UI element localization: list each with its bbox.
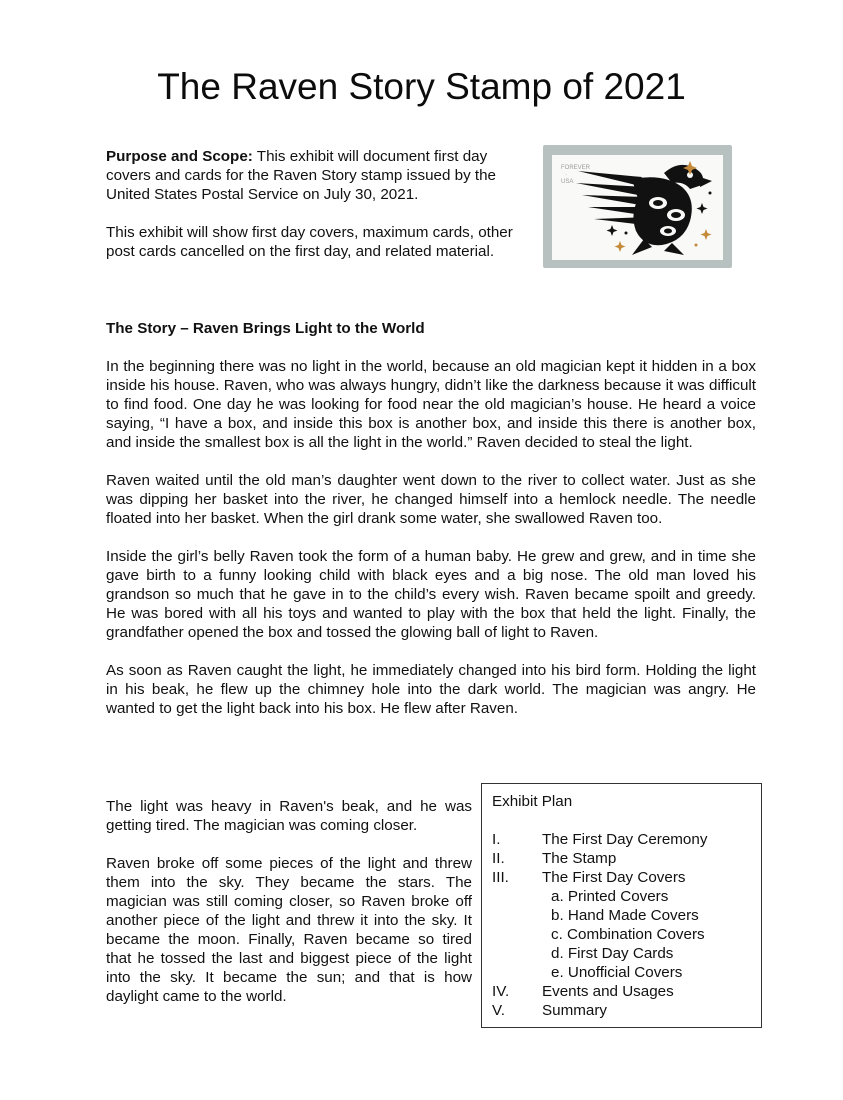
raven-stamp-image [552, 155, 723, 260]
story-paragraph: As soon as Raven caught the light, he immediately changed into his bird form. Holding the light in his beak, he flew up the chimney hole into the dark world. The magician was angry. He wanted to get the light back into his box. He flew after Raven. [106, 662, 756, 717]
story-paragraph: Raven broke off some pieces of the light and threw them into the sky. They became the stars. The magician was still coming closer, so Raven broke off another piece of the light and threw it into the sky. It became the moon. Finally, Raven became so tired that he tossed the last and biggest piece of the light into the sky. It became the sun; and that is how daylight came to the world. [106, 855, 472, 1005]
plan-subitem [492, 944, 757, 963]
plan-item-number: V. [492, 1002, 505, 1019]
story-paragraph: Raven waited until the old man’s daughter went down to the river to collect water. Just as she was dipping her basket into the river, he changed himself into a hemlock needle. The needle floated into her basket. When the girl drank some water, she swallowed Raven too. [106, 472, 756, 527]
story-heading: The Story – Raven Brings Light to the World [106, 320, 425, 337]
page-title: The Raven Story Stamp of 2021 [157, 66, 686, 107]
plan-subitem-label: e. Unofficial Covers [551, 964, 683, 981]
exhibit-plan-list [492, 830, 757, 1020]
plan-subitem [492, 925, 757, 944]
plan-subitem [492, 887, 757, 906]
plan-subitem-label: c. Combination Covers [551, 926, 705, 943]
plan-subitem-label: d. First Day Cards [551, 945, 674, 962]
plan-item [492, 849, 757, 868]
plan-item-number: II. [492, 850, 505, 867]
purpose-paragraph [106, 147, 536, 204]
plan-subitem [492, 906, 757, 925]
raven-design-icon [572, 159, 720, 256]
purpose-text: This exhibit will document first day covers and cards for the Raven Story stamp issued by the United States Postal Service on July 30, 2021. [106, 148, 497, 203]
purpose-label: Purpose and Scope: [106, 148, 253, 165]
stamp-denomination-text: FOREVER · USA [561, 165, 591, 185]
plan-item-number: I. [492, 831, 501, 848]
story-body [106, 357, 756, 737]
story-ending [106, 797, 472, 1025]
plan-item-label: Summary [542, 1002, 607, 1019]
plan-subitem-label: a. Printed Covers [551, 888, 669, 905]
plan-item-label: The First Day Ceremony [542, 831, 708, 848]
plan-subitem [492, 963, 757, 982]
exhibit-plan-box [481, 783, 762, 1028]
purpose-section [106, 147, 536, 280]
exhibit-plan-title: Exhibit Plan [492, 793, 573, 810]
plan-item [492, 868, 757, 887]
plan-item [492, 982, 757, 1001]
story-paragraph: The light was heavy in Raven's beak, and he was getting tired. The magician was coming closer. [106, 798, 472, 834]
story-paragraph: In the beginning there was no light in the world, because an old magician kept it hidden in a box inside his house. Raven, who was always hungry, didn’t like the darkness because it was difficult to find food. One day he was looking for food near the old magician’s house. He heard a voice saying, “I have a box, and inside this box is another box, and inside this there is another box, and inside the smallest box is all the light in the world.” Raven decided to steal the light. [106, 358, 756, 451]
plan-item-number: IV. [492, 983, 510, 1000]
plan-item-label: The First Day Covers [542, 869, 686, 886]
plan-item [492, 1001, 757, 1020]
plan-item-number: III. [492, 869, 509, 886]
scope-paragraph: This exhibit will show first day covers, maximum cards, other post cards cancelled on the first day, and related material. [106, 224, 513, 260]
plan-item-label: The Stamp [542, 850, 617, 867]
plan-item-label: Events and Usages [542, 983, 674, 1000]
plan-subitem-label: b. Hand Made Covers [551, 907, 699, 924]
plan-item [492, 830, 757, 849]
story-paragraph: Inside the girl’s belly Raven took the form of a human baby. He grew and grew, and in time she gave birth to a funny looking child with black eyes and a big nose. The old man loved his grandson so much that he gave in to the child’s every wish. Raven became spoilt and greedy. He was bored with all his toys and wanted to play with the box that held the light. Finally, the grandfather opened the box and tossed the glowing ball of light to Raven. [106, 548, 756, 641]
